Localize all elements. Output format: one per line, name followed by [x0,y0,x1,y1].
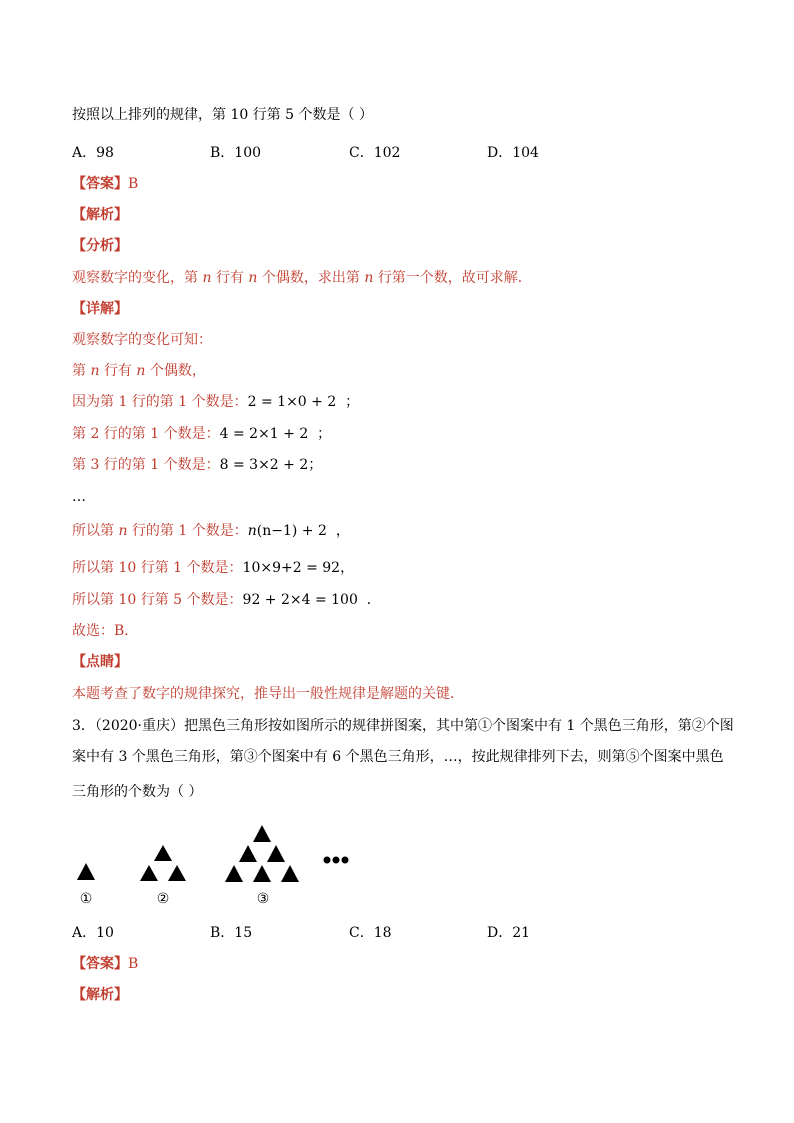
answer-value: B [128,176,139,192]
detail-line-7: 所以第 n 行的第 1 个数是：n(n−1) + 2 ， [72,523,350,539]
figure-label-1: ① [79,891,93,907]
q3-analysis-tag: 【解析】 [72,987,128,1003]
triangle-icon [281,865,299,882]
q3-stem-line-3: 三角形的个数为（ ） [72,784,203,800]
answer-value: B [128,956,139,972]
q3-option-a: A．10 [72,925,114,941]
triangle-icon [140,865,158,881]
triangle-icon [168,865,186,881]
analysis-tag: 【解析】 [72,207,128,223]
detail-conclusion: 故选：B． [72,623,139,639]
triangle-icon [253,825,271,842]
triangle-icon [77,863,95,880]
fenxi-text: 观察数字的变化，第 n 行有 n 个偶数，求出第 n 行第一个数，故可求解． [72,270,532,286]
triangle-icon [239,845,257,862]
option-b: B．100 [210,145,262,161]
q3-option-d: D．21 [487,925,531,941]
figure-label-2: ② [156,891,170,907]
detail-line-1: 观察数字的变化可知： [72,332,212,348]
detail-line-8: 所以第 10 行第 1 个数是：10×9+2 = 92， [72,560,355,576]
option-d: D．104 [487,145,539,161]
answer-line [72,174,138,194]
figure-label-3: ③ [256,891,270,907]
detail-line-2: 第 n 行有 n 个偶数， [72,363,206,379]
dianjing-text: 本题考查了数字的规律探究，推导出一般性规律是解题的关键． [72,686,464,702]
triangle-icon [267,845,285,862]
q3-stem-line-1: 3．（2020·重庆）把黑色三角形按如图所示的规律拼图案，其中第①个图案中有 1 个黑色三角形，第②个图 [72,718,734,734]
detail-line-5: 第 3 行的第 1 个数是：8 = 3×2 + 2； [72,457,323,473]
triangle-icon [253,865,271,882]
triangle-icon [225,865,243,882]
option-c: C．102 [349,145,401,161]
detail-line-3: 因为第 1 行的第 1 个数是：2 = 1×0 + 2 ； [72,394,360,410]
ellipsis-dot-icon [333,857,340,864]
q3-stem-line-2: 案中有 3 个黑色三角形，第③个图案中有 6 个黑色三角形，…，按此规律排列下去，则第⑤个图案中黑色 [72,749,724,765]
question-stem: 按照以上排列的规律，第 10 行第 5 个数是（ ） [72,107,373,123]
dianjing-tag: 【点睛】 [72,654,128,670]
fenxi-tag: 【分析】 [72,238,128,254]
detail-ellipsis: … [72,489,86,505]
triangle-icon [154,845,172,861]
ellipsis-dot-icon [342,857,349,864]
option-a: A．98 [72,145,114,161]
q3-answer-line [72,954,138,974]
ellipsis-dot-icon [324,857,331,864]
answer-tag: 【答案】 [72,176,128,192]
detail-line-9: 所以第 10 行第 5 个数是：92 + 2×4 = 100 ． [72,592,381,608]
detail-line-4: 第 2 行的第 1 个数是：4 = 2×1 + 2 ； [72,426,332,442]
q3-option-b: B．15 [210,925,253,941]
detail-tag: 【详解】 [72,301,128,317]
answer-tag: 【答案】 [72,956,128,972]
q3-option-c: C．18 [349,925,392,941]
triangle-pattern-figure [60,815,400,915]
